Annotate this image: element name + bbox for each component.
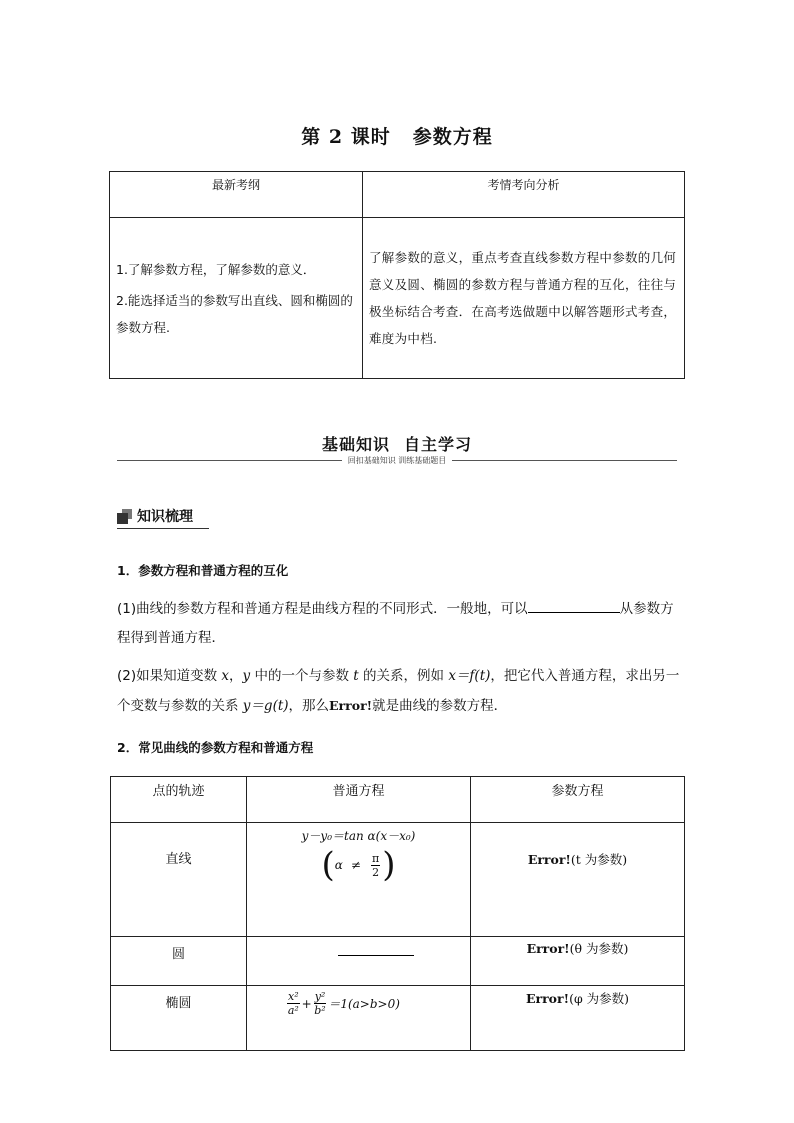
outline-header-right: 考情考向分析 <box>363 172 685 218</box>
error-placeholder: Error! <box>329 698 373 713</box>
ellipse-param-eq: Error!(φ 为参数) <box>471 986 685 1051</box>
line-general-eq: y－y₀＝tan α(x－x₀) ( α ≠ $\frac{\pi}{2}$ ) <box>247 823 471 937</box>
section-title: 基础知识 自主学习 <box>321 435 473 454</box>
page-title-topic: 参数方程 <box>412 126 493 148</box>
square-blocks-icon <box>117 509 132 524</box>
page-title-lesson: 第 2 课时 <box>301 126 391 148</box>
subheading <box>117 506 193 526</box>
outline-item: 2.能选择适当的参数写出直线、圆和椭圆的参数方程. <box>116 292 353 335</box>
ellipse-general-eq: $\frac{\text{x²}}{\text{a²}}$ + $\frac{\text{y²}}{\text{b²}}$ ＝1(a>b>0) <box>247 986 471 1051</box>
line-param-eq: Error!(t 为参数) <box>471 823 685 937</box>
outline-left-cell <box>110 218 363 379</box>
curves-table <box>110 776 685 1051</box>
outline-right-cell: 了解参数的意义，重点考查直线参数方程中参数的几何意义及圆、椭圆的参数方程与普通方程的互化，往往与极坐标结合考查．在高考选做题中以解答题形式考查，难度为中档. <box>363 218 685 379</box>
curves-header: 点的轨迹 <box>111 777 247 823</box>
curves-header: 参数方程 <box>471 777 685 823</box>
page-title <box>0 122 794 149</box>
item1-title: 1．参数方程和普通方程的互化 <box>117 563 289 578</box>
item1-paragraph1: (1)曲线的参数方程和普通方程是曲线方程的不同形式．一般地，可以 从参数方程得到普通方程． <box>117 595 681 653</box>
section-subtitle: 回扣基础知识 训练基础题目 <box>0 455 794 466</box>
section-banner <box>0 432 794 455</box>
curves-header: 普通方程 <box>247 777 471 823</box>
answer-blank[interactable] <box>338 941 414 956</box>
table-row <box>111 937 685 986</box>
table-row <box>111 823 685 937</box>
circle-param-eq: Error!(θ 为参数) <box>471 937 685 986</box>
answer-blank[interactable] <box>528 598 620 613</box>
subheading-underline <box>117 528 209 529</box>
outline-item: 1.了解参数方程，了解参数的意义． <box>116 261 316 277</box>
table-row <box>111 986 685 1051</box>
circle-general-eq <box>247 937 471 986</box>
outline-header-left: 最新考纲 <box>110 172 363 218</box>
item1-paragraph2: (2)如果知道变数 x，y 中的一个与参数 t 的关系，例如 x＝f(t)，把它代入普通方程，求出另一个变数与参数的关系 y＝g(t)，那么Error!就是曲线的参数方程． <box>117 668 680 714</box>
subheading-label: 知识梳理 <box>137 509 193 525</box>
curve-name: 椭圆 <box>111 986 247 1051</box>
curve-name: 直线 <box>111 823 247 937</box>
curve-name: 圆 <box>111 937 247 986</box>
outline-table <box>109 171 685 379</box>
item2-title: 2．常见曲线的参数方程和普通方程 <box>117 740 314 755</box>
